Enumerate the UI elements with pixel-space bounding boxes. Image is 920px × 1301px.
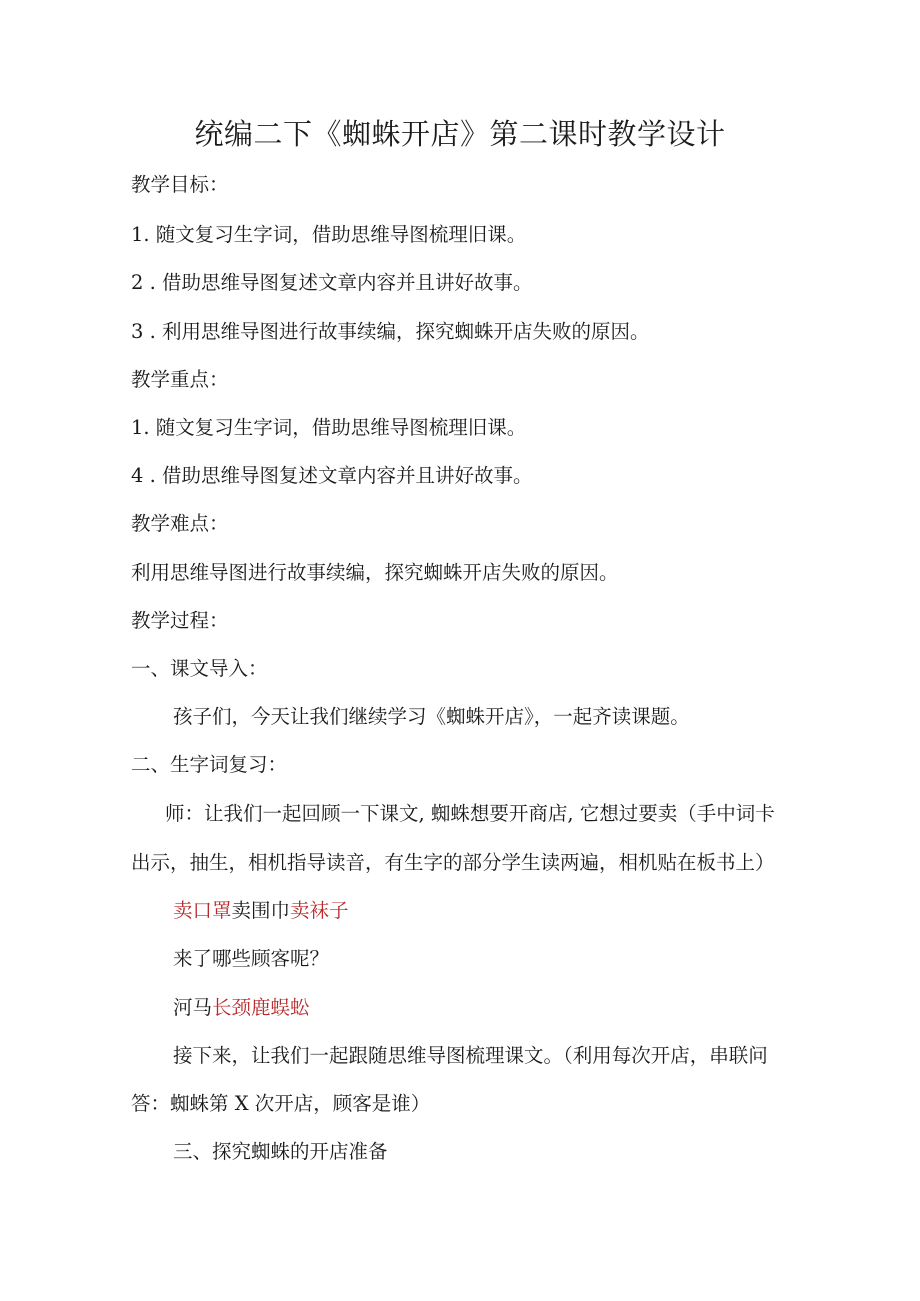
objective-item-2: 2 . 借助思维导图复述文章内容并且讲好故事。 — [131, 271, 533, 294]
word-card-giraffe: 长颈鹿 — [212, 996, 271, 1019]
section3-heading: 三、探究蜘蛛的开店准备 — [173, 1140, 388, 1163]
difficulty-text: 利用思维导图进行故事续编，探究蜘蛛开店失败的原因。 — [131, 561, 619, 584]
customers-question: 来了哪些顾客呢？ — [173, 947, 330, 970]
word-card-centipede: 蜈蚣 — [270, 996, 310, 1019]
section1-heading: 一、课文导入： — [131, 657, 268, 680]
mindmap-text-line2: 答：蜘蛛第 X 次开店，顾客是谁） — [131, 1092, 431, 1115]
document-title: 统编二下《蜘蛛开店》第二课时教学设计 — [194, 117, 726, 151]
section1-text: 孩子们，今天让我们继续学习《蜘蛛开店》，一起齐读课题。 — [173, 705, 690, 728]
section2-heading: 二、生字词复习： — [131, 753, 288, 776]
objective-item-3: 3 . 利用思维导图进行故事续编，探究蜘蛛开店失败的原因。 — [131, 320, 650, 343]
objectives-heading: 教学目标： — [131, 173, 229, 196]
process-heading: 教学过程： — [131, 609, 229, 632]
key-points-heading: 教学重点： — [131, 368, 229, 391]
mindmap-text-line1: 接下来，让我们一起跟随思维导图梳理课文。（利用每次开店，串联问 — [173, 1044, 768, 1067]
section2-text-line1: 师：让我们一起回顾一下课文, 蜘蛛想要开商店, 它想过要卖（手中词卡 — [165, 802, 775, 825]
difficulty-heading: 教学难点： — [131, 512, 229, 535]
word-card-scarves: 卖围巾 — [231, 899, 291, 922]
word-card-socks: 卖袜子 — [290, 899, 349, 922]
word-card-row-2 — [173, 993, 310, 1023]
key-point-item-1: 1. 随文复习生字词，借助思维导图梳理旧课。 — [131, 416, 527, 439]
word-card-row-1 — [173, 896, 349, 926]
key-point-item-2: 4 . 借助思维导图复述文章内容并且讲好故事。 — [131, 464, 533, 487]
word-card-masks: 卖口罩 — [173, 899, 232, 922]
objective-item-1: 1. 随文复习生字词，借助思维导图梳理旧课。 — [131, 223, 527, 246]
word-card-hippo: 河马 — [173, 996, 213, 1019]
section2-text-line2: 出示，抽生，相机指导读音，有生字的部分学生读两遍，相机贴在板书上） — [131, 851, 775, 874]
